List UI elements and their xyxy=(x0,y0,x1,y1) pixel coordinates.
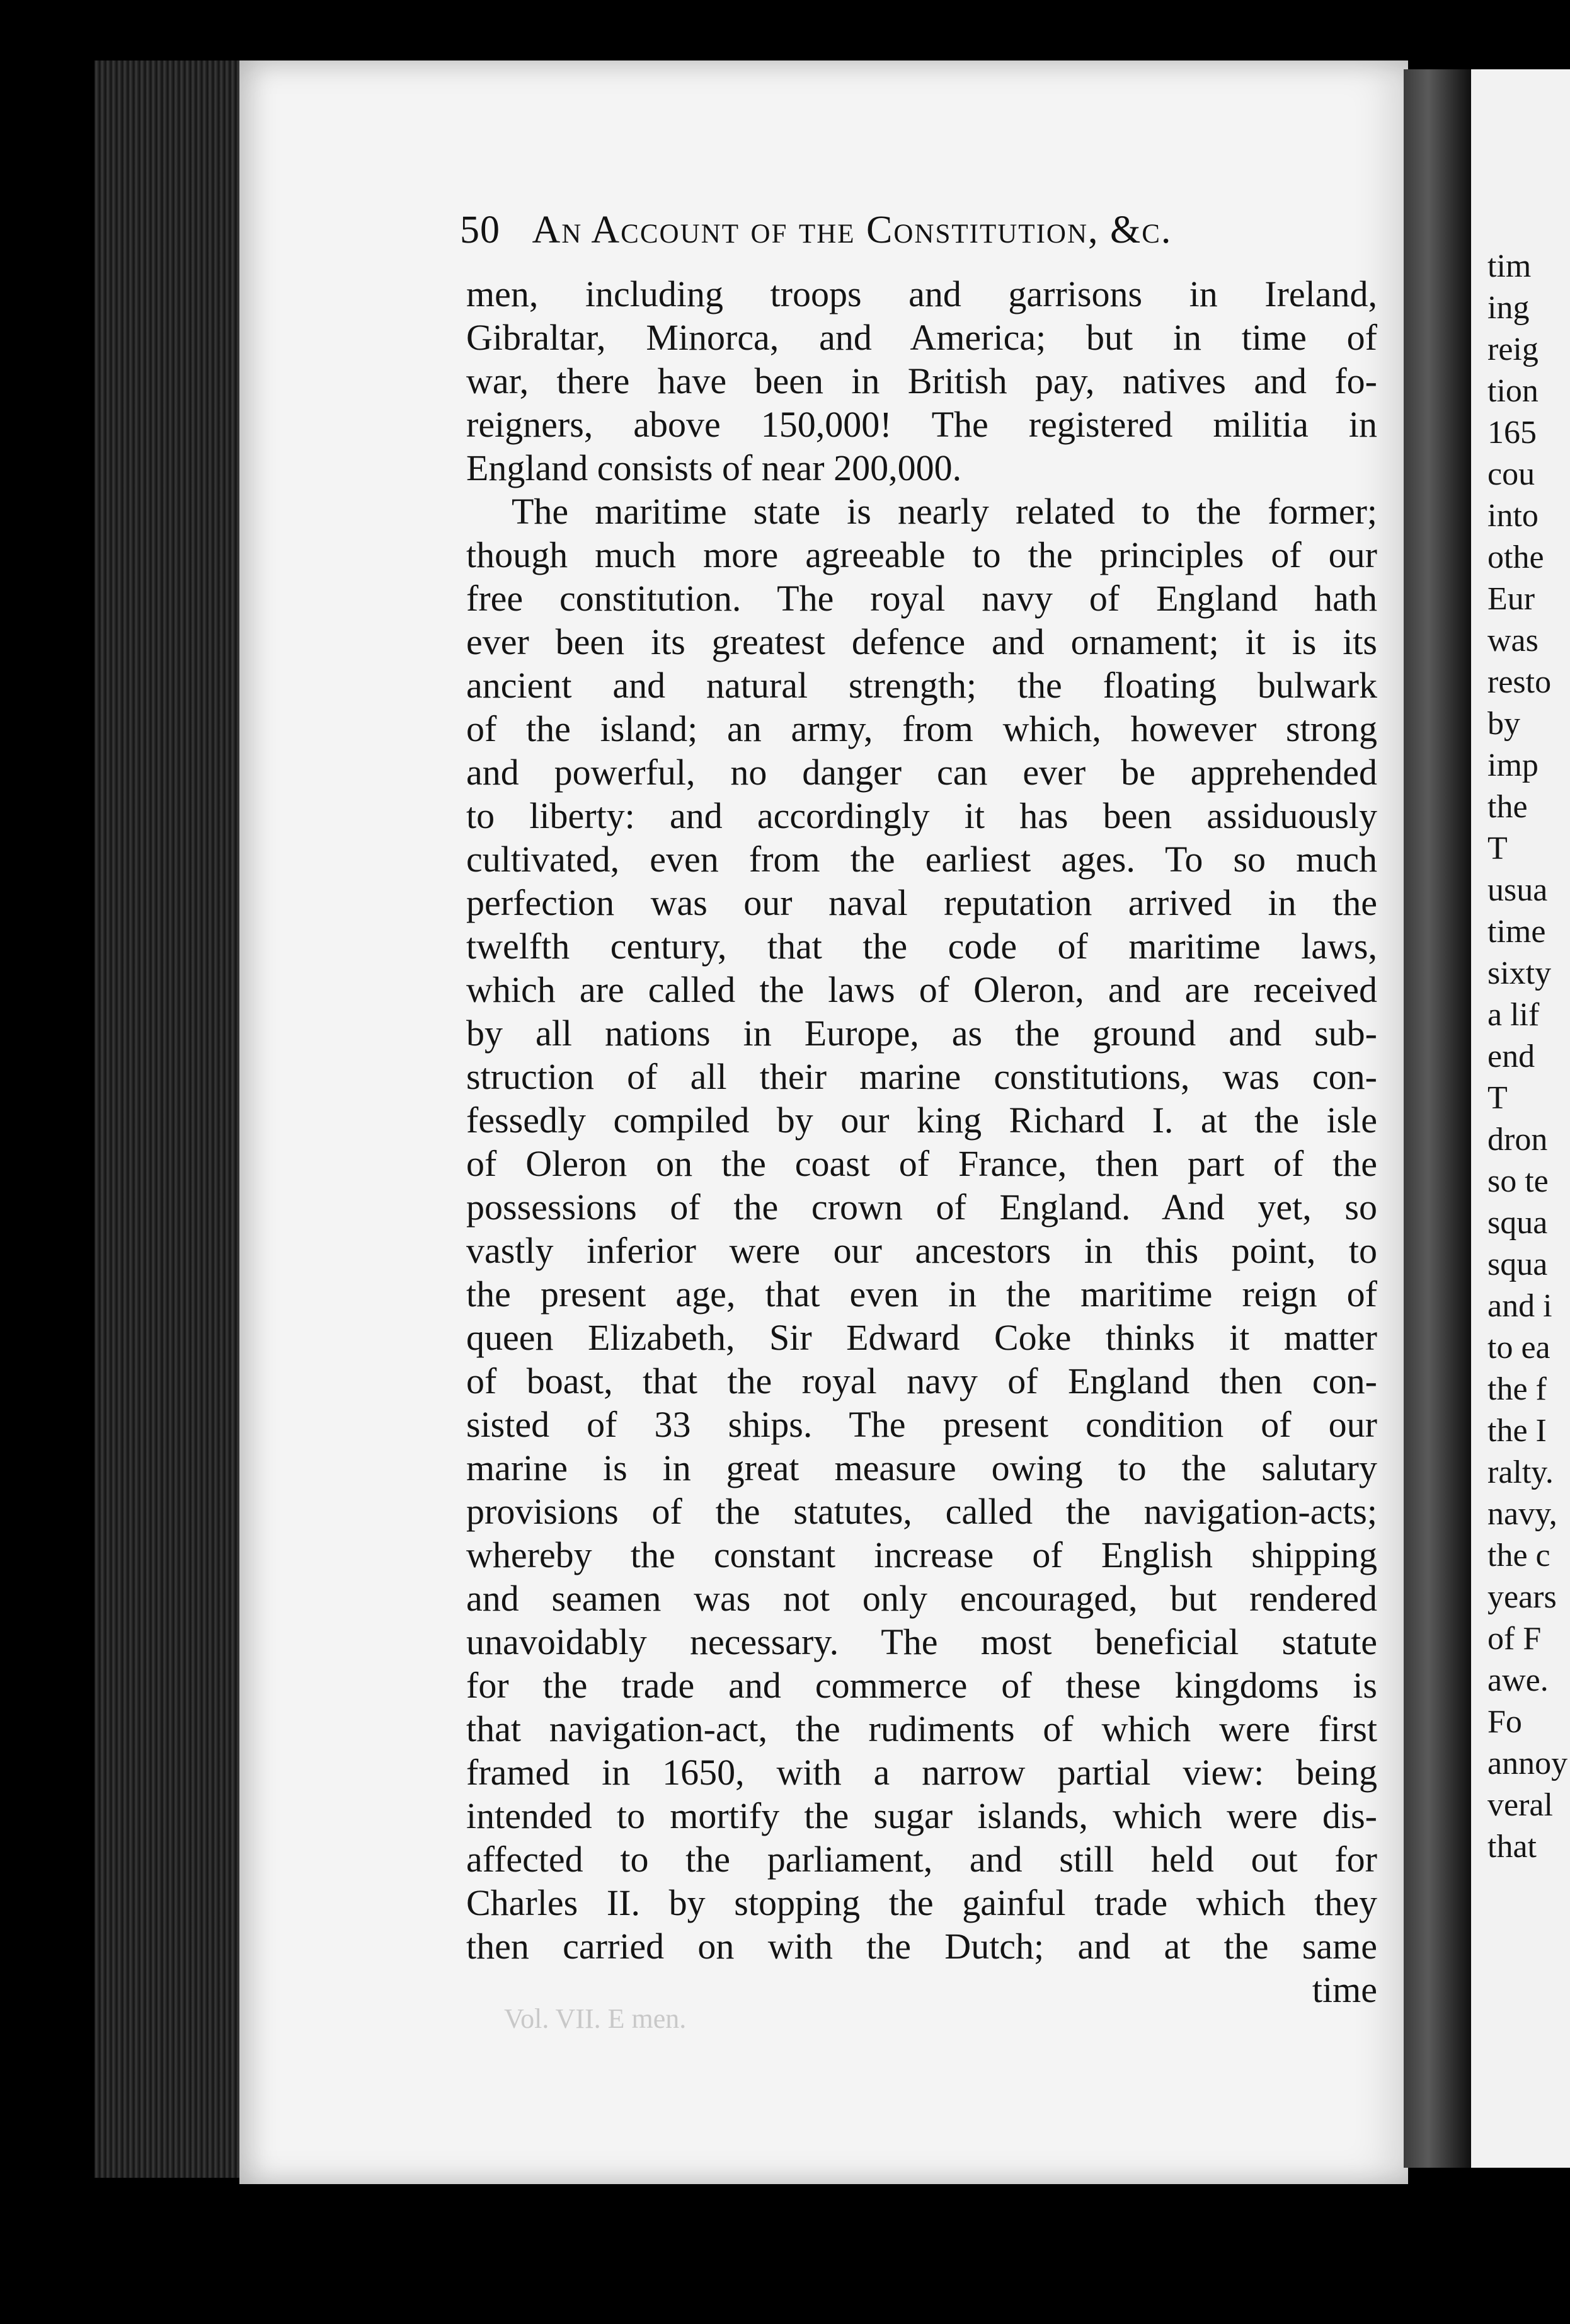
facing-line: that xyxy=(1487,1829,1537,1865)
catchword: time xyxy=(1312,1969,1377,2010)
text-line: ancient and natural strength; the floating bulwark xyxy=(466,665,1377,706)
text-line: then carried on with the Dutch; and at the same xyxy=(466,1926,1377,1967)
facing-line: into xyxy=(1487,498,1538,534)
text-line: by all nations in Europe, as the ground and sub- xyxy=(466,1013,1377,1054)
facing-line: cou xyxy=(1487,456,1535,492)
running-head-title: An Account of the Constitution, &c. xyxy=(532,209,1172,251)
text-line: of boast, that the royal navy of England then con- xyxy=(466,1360,1377,1401)
facing-line: imp xyxy=(1487,747,1538,783)
facing-line: annoy xyxy=(1487,1746,1568,1781)
running-head xyxy=(460,208,1279,253)
text-line: vastly inferior were our ancestors in this point, to xyxy=(466,1230,1377,1271)
text-line: free constitution. The royal navy of England hath xyxy=(466,578,1377,619)
facing-line: squa xyxy=(1487,1246,1548,1282)
facing-line: the I xyxy=(1487,1413,1547,1449)
facing-line: squa xyxy=(1487,1205,1548,1241)
text-line: to liberty: and accordingly it has been assiduously xyxy=(466,795,1377,836)
text-line: unavoidably necessary. The most beneficial statute xyxy=(466,1621,1377,1662)
text-line: war, there have been in British pay, natives and fo- xyxy=(466,360,1377,401)
text-line: and powerful, no danger can ever be apprehended xyxy=(466,752,1377,793)
text-line: of the island; an army, from which, however strong xyxy=(466,708,1377,749)
text-line: marine is in great measure owing to the salutary xyxy=(466,1447,1377,1488)
text-line: affected to the parliament, and still held out for xyxy=(466,1839,1377,1880)
facing-line: reig xyxy=(1487,331,1538,367)
facing-line: navy, xyxy=(1487,1496,1557,1532)
facing-line: 165 xyxy=(1487,415,1537,451)
text-line: cultivated, even from the earliest ages. To so much xyxy=(466,839,1377,880)
facing-line: by xyxy=(1487,706,1520,742)
text-line: of Oleron on the coast of France, then part of the xyxy=(466,1143,1377,1184)
text-line: England consists of near 200,000. xyxy=(466,447,962,488)
facing-line: a lif xyxy=(1487,997,1540,1033)
facing-line: tion xyxy=(1487,373,1538,409)
text-line: provisions of the statutes, called the navigation-acts; xyxy=(466,1491,1377,1532)
text-line: The maritime state is nearly related to the former; xyxy=(512,491,1377,532)
text-line: reigners, above 150,000! The registered militia in xyxy=(466,404,1377,445)
text-line: struction of all their marine constitutions, was con- xyxy=(466,1056,1377,1097)
facing-line: ing xyxy=(1487,290,1530,326)
facing-line: ralty. xyxy=(1487,1454,1554,1490)
facing-line: othe xyxy=(1487,539,1544,575)
text-line: perfection was our naval reputation arrived in the xyxy=(466,882,1377,923)
facing-line: Fo xyxy=(1487,1704,1522,1740)
text-line: which are called the laws of Oleron, and are received xyxy=(466,969,1377,1010)
text-line: twelfth century, that the code of maritime laws, xyxy=(466,926,1377,967)
text-line: fessedly compiled by our king Richard I. at the isle xyxy=(466,1100,1377,1141)
text-line: Gibraltar, Minorca, and America; but in time of xyxy=(466,317,1377,358)
text-line: men, including troops and garrisons in Ireland, xyxy=(466,273,1377,314)
facing-line: the f xyxy=(1487,1371,1547,1407)
text-line: framed in 1650, with a narrow partial view: being xyxy=(466,1752,1377,1793)
facing-line: veral xyxy=(1487,1787,1553,1823)
text-line: intended to mortify the sugar islands, which were dis- xyxy=(466,1795,1377,1836)
facing-page-lines xyxy=(1487,246,1567,1868)
text-line: that navigation-act, the rudiments of which were first xyxy=(466,1708,1377,1749)
show-through-text: Vol. VII. E men. xyxy=(504,2003,687,2034)
text-line: and seamen was not only encouraged, but rendered xyxy=(466,1578,1377,1619)
facing-line: was xyxy=(1487,623,1538,659)
page-number: 50 xyxy=(460,209,500,251)
facing-line: the xyxy=(1487,789,1528,825)
facing-line: usua xyxy=(1487,872,1548,908)
text-line: queen Elizabeth, Sir Edward Coke thinks it matter xyxy=(466,1317,1377,1358)
facing-line: dron xyxy=(1487,1122,1548,1158)
facing-line: end xyxy=(1487,1038,1535,1074)
text-line: sisted of 33 ships. The present condition of our xyxy=(466,1404,1377,1445)
body-text xyxy=(466,272,1377,2011)
text-line: Charles II. by stopping the gainful trade which they xyxy=(466,1882,1377,1923)
facing-line: years xyxy=(1487,1579,1557,1615)
book-edge-left xyxy=(95,60,246,2178)
text-line: ever been its greatest defence and ornament; it is its xyxy=(466,621,1377,662)
facing-line: resto xyxy=(1487,664,1552,700)
text-line: though much more agreeable to the principles of our xyxy=(466,534,1377,575)
facing-line: and i xyxy=(1487,1288,1552,1324)
facing-line: time xyxy=(1487,914,1546,950)
facing-line: sixty xyxy=(1487,955,1552,991)
facing-line: tim xyxy=(1487,248,1532,284)
text-line: for the trade and commerce of these kingdoms is xyxy=(466,1665,1377,1706)
text-line: whereby the constant increase of English shipping xyxy=(466,1534,1377,1575)
book-gutter xyxy=(1404,69,1473,2168)
facing-line: T xyxy=(1487,831,1508,866)
facing-line: the c xyxy=(1487,1538,1550,1573)
facing-line: Eur xyxy=(1487,581,1535,617)
facing-line: awe. xyxy=(1487,1662,1549,1698)
facing-line: to ea xyxy=(1487,1330,1550,1366)
facing-line: T xyxy=(1487,1080,1508,1116)
text-line: the present age, that even in the maritime reign of xyxy=(466,1274,1377,1314)
facing-line: so te xyxy=(1487,1163,1549,1199)
facing-line: of F xyxy=(1487,1621,1542,1657)
facing-page xyxy=(1471,69,1570,2168)
text-line: possessions of the crown of England. And yet, so xyxy=(466,1187,1377,1228)
